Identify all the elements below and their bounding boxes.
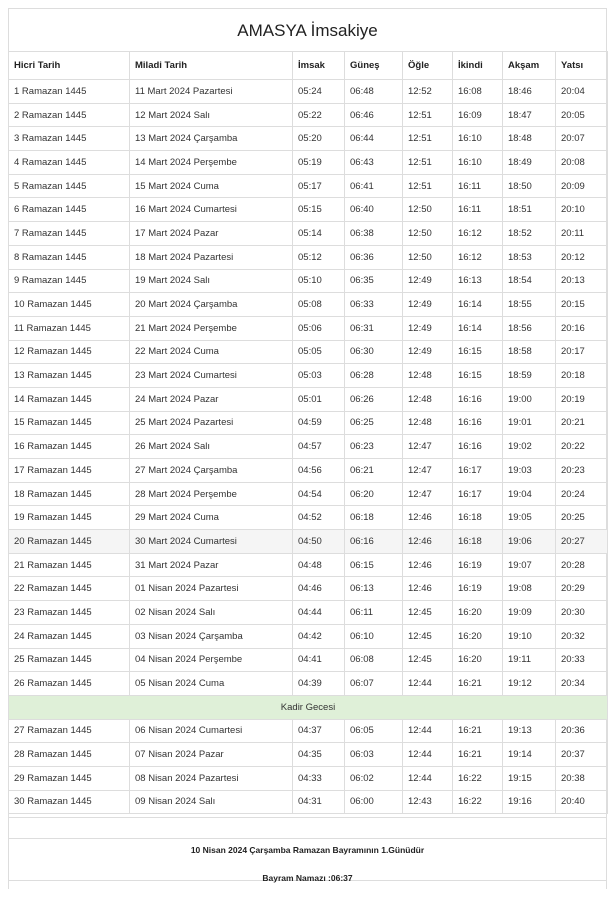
cell-miladi-tarih: 02 Nisan 2024 Salı [130,601,293,625]
cell-hicri-tarih: 10 Ramazan 1445 [9,293,130,317]
cell-ikindi: 16:21 [453,672,503,696]
cell-imsak: 04:52 [293,506,345,530]
cell-yatsi: 20:15 [556,293,608,317]
kadir-gecesi-row [9,695,608,719]
cell-imsak: 04:31 [293,790,345,814]
cell-ikindi: 16:15 [453,340,503,364]
cell-gunes: 06:40 [345,198,403,222]
imsakiye-table [8,51,608,814]
cell-ogle: 12:48 [403,364,453,388]
cell-hicri-tarih: 20 Ramazan 1445 [9,530,130,554]
cell-ogle: 12:46 [403,506,453,530]
cell-miladi-tarih: 27 Mart 2024 Çarşamba [130,459,293,483]
cell-ogle: 12:47 [403,435,453,459]
cell-aksam: 19:03 [503,459,556,483]
cell-aksam: 19:02 [503,435,556,459]
cell-hicri-tarih: 24 Ramazan 1445 [9,624,130,648]
col-ogle: Öğle [403,52,453,80]
cell-yatsi: 20:21 [556,411,608,435]
cell-ogle: 12:44 [403,743,453,767]
cell-miladi-tarih: 01 Nisan 2024 Pazartesi [130,577,293,601]
kadir-gecesi-label: Kadir Gecesi [9,695,608,719]
cell-yatsi: 20:08 [556,151,608,175]
cell-ikindi: 16:10 [453,127,503,151]
cell-yatsi: 20:13 [556,269,608,293]
page-title: AMASYA İmsakiye [237,21,378,40]
cell-imsak: 04:48 [293,553,345,577]
cell-ikindi: 16:16 [453,387,503,411]
cell-gunes: 06:26 [345,387,403,411]
cell-gunes: 06:25 [345,411,403,435]
cell-hicri-tarih: 30 Ramazan 1445 [9,790,130,814]
table-row [9,340,608,364]
cell-imsak: 05:17 [293,174,345,198]
cell-yatsi: 20:27 [556,530,608,554]
cell-imsak: 05:10 [293,269,345,293]
cell-gunes: 06:28 [345,364,403,388]
table-row [9,151,608,175]
cell-gunes: 06:21 [345,459,403,483]
table-row [9,245,608,269]
cell-ikindi: 16:12 [453,245,503,269]
kadir-section [9,695,608,719]
table-row [9,601,608,625]
cell-ogle: 12:45 [403,624,453,648]
cell-gunes: 06:03 [345,743,403,767]
cell-ogle: 12:44 [403,719,453,743]
cell-miladi-tarih: 30 Mart 2024 Cumartesi [130,530,293,554]
cell-hicri-tarih: 18 Ramazan 1445 [9,482,130,506]
cell-miladi-tarih: 22 Mart 2024 Cuma [130,340,293,364]
cell-hicri-tarih: 17 Ramazan 1445 [9,459,130,483]
cell-gunes: 06:10 [345,624,403,648]
cell-yatsi: 20:38 [556,766,608,790]
cell-hicri-tarih: 2 Ramazan 1445 [9,103,130,127]
cell-yatsi: 20:05 [556,103,608,127]
cell-ikindi: 16:21 [453,719,503,743]
cell-imsak: 04:44 [293,601,345,625]
footer [8,817,607,889]
cell-gunes: 06:08 [345,648,403,672]
cell-miladi-tarih: 06 Nisan 2024 Cumartesi [130,719,293,743]
imsakiye-panel [8,8,607,881]
cell-hicri-tarih: 5 Ramazan 1445 [9,174,130,198]
cell-yatsi: 20:17 [556,340,608,364]
cell-imsak: 05:06 [293,316,345,340]
table-body-ramazan-1-26 [9,80,608,696]
cell-gunes: 06:43 [345,151,403,175]
cell-ikindi: 16:14 [453,316,503,340]
cell-ikindi: 16:18 [453,530,503,554]
cell-hicri-tarih: 26 Ramazan 1445 [9,672,130,696]
table-row [9,222,608,246]
table-row [9,743,608,767]
cell-miladi-tarih: 11 Mart 2024 Pazartesi [130,80,293,104]
cell-miladi-tarih: 18 Mart 2024 Pazartesi [130,245,293,269]
cell-gunes: 06:44 [345,127,403,151]
cell-miladi-tarih: 09 Nisan 2024 Salı [130,790,293,814]
table-row [9,80,608,104]
cell-gunes: 06:33 [345,293,403,317]
cell-ikindi: 16:15 [453,364,503,388]
cell-imsak: 05:01 [293,387,345,411]
cell-gunes: 06:23 [345,435,403,459]
cell-imsak: 04:50 [293,530,345,554]
cell-yatsi: 20:30 [556,601,608,625]
cell-ikindi: 16:18 [453,506,503,530]
cell-aksam: 19:00 [503,387,556,411]
cell-miladi-tarih: 24 Mart 2024 Pazar [130,387,293,411]
cell-ikindi: 16:11 [453,174,503,198]
table-row [9,293,608,317]
col-imsak: İmsak [293,52,345,80]
table-row [9,174,608,198]
cell-hicri-tarih: 27 Ramazan 1445 [9,719,130,743]
cell-ikindi: 16:12 [453,222,503,246]
cell-ikindi: 16:21 [453,743,503,767]
table-row [9,316,608,340]
cell-yatsi: 20:09 [556,174,608,198]
cell-aksam: 18:48 [503,127,556,151]
table-row [9,103,608,127]
cell-ogle: 12:46 [403,553,453,577]
cell-miladi-tarih: 15 Mart 2024 Cuma [130,174,293,198]
cell-miladi-tarih: 12 Mart 2024 Salı [130,103,293,127]
cell-miladi-tarih: 07 Nisan 2024 Pazar [130,743,293,767]
cell-ogle: 12:49 [403,293,453,317]
cell-aksam: 19:08 [503,577,556,601]
cell-gunes: 06:05 [345,719,403,743]
col-hicri-tarih: Hicri Tarih [9,52,130,80]
cell-hicri-tarih: 29 Ramazan 1445 [9,766,130,790]
cell-ikindi: 16:19 [453,553,503,577]
table-row [9,719,608,743]
cell-ikindi: 16:08 [453,80,503,104]
cell-aksam: 19:09 [503,601,556,625]
cell-miladi-tarih: 05 Nisan 2024 Cuma [130,672,293,696]
cell-ikindi: 16:17 [453,459,503,483]
cell-aksam: 19:10 [503,624,556,648]
cell-yatsi: 20:36 [556,719,608,743]
cell-miladi-tarih: 16 Mart 2024 Cumartesi [130,198,293,222]
cell-ogle: 12:46 [403,577,453,601]
table-row [9,435,608,459]
cell-miladi-tarih: 20 Mart 2024 Çarşamba [130,293,293,317]
cell-hicri-tarih: 22 Ramazan 1445 [9,577,130,601]
cell-ogle: 12:50 [403,222,453,246]
cell-yatsi: 20:07 [556,127,608,151]
cell-ogle: 12:50 [403,198,453,222]
cell-hicri-tarih: 4 Ramazan 1445 [9,151,130,175]
cell-ikindi: 16:13 [453,269,503,293]
cell-aksam: 19:04 [503,482,556,506]
cell-ogle: 12:46 [403,530,453,554]
table-row [9,624,608,648]
cell-imsak: 05:08 [293,293,345,317]
cell-yatsi: 20:37 [556,743,608,767]
cell-aksam: 18:54 [503,269,556,293]
cell-hicri-tarih: 7 Ramazan 1445 [9,222,130,246]
cell-gunes: 06:20 [345,482,403,506]
cell-aksam: 19:01 [503,411,556,435]
cell-gunes: 06:00 [345,790,403,814]
cell-ogle: 12:45 [403,601,453,625]
cell-imsak: 05:22 [293,103,345,127]
cell-ikindi: 16:22 [453,766,503,790]
cell-ogle: 12:52 [403,80,453,104]
table-row [9,198,608,222]
cell-ogle: 12:51 [403,127,453,151]
cell-ikindi: 16:09 [453,103,503,127]
cell-imsak: 05:20 [293,127,345,151]
cell-aksam: 19:14 [503,743,556,767]
cell-gunes: 06:46 [345,103,403,127]
cell-aksam: 18:53 [503,245,556,269]
cell-ogle: 12:43 [403,790,453,814]
cell-ikindi: 16:10 [453,151,503,175]
cell-yatsi: 20:19 [556,387,608,411]
cell-yatsi: 20:22 [556,435,608,459]
cell-hicri-tarih: 8 Ramazan 1445 [9,245,130,269]
cell-gunes: 06:35 [345,269,403,293]
cell-hicri-tarih: 11 Ramazan 1445 [9,316,130,340]
cell-gunes: 06:07 [345,672,403,696]
cell-hicri-tarih: 25 Ramazan 1445 [9,648,130,672]
col-yatsi: Yatsı [556,52,608,80]
col-gunes: Güneş [345,52,403,80]
cell-ogle: 12:48 [403,387,453,411]
cell-hicri-tarih: 3 Ramazan 1445 [9,127,130,151]
table-row [9,672,608,696]
cell-hicri-tarih: 19 Ramazan 1445 [9,506,130,530]
table-header-row [9,52,608,80]
cell-aksam: 19:11 [503,648,556,672]
cell-imsak: 04:56 [293,459,345,483]
cell-gunes: 06:38 [345,222,403,246]
cell-aksam: 19:12 [503,672,556,696]
cell-ikindi: 16:16 [453,435,503,459]
cell-yatsi: 20:18 [556,364,608,388]
cell-aksam: 18:58 [503,340,556,364]
table-row [9,577,608,601]
cell-ikindi: 16:14 [453,293,503,317]
cell-yatsi: 20:34 [556,672,608,696]
table-row [9,506,608,530]
cell-yatsi: 20:24 [556,482,608,506]
footer-divider [9,818,606,839]
cell-aksam: 19:07 [503,553,556,577]
cell-imsak: 05:12 [293,245,345,269]
cell-miladi-tarih: 19 Mart 2024 Salı [130,269,293,293]
cell-aksam: 18:52 [503,222,556,246]
col-miladi-tarih: Miladi Tarih [130,52,293,80]
table-row [9,790,608,814]
cell-ikindi: 16:17 [453,482,503,506]
cell-miladi-tarih: 31 Mart 2024 Pazar [130,553,293,577]
cell-ogle: 12:49 [403,269,453,293]
cell-aksam: 19:13 [503,719,556,743]
cell-ikindi: 16:20 [453,648,503,672]
table-row [9,482,608,506]
cell-aksam: 18:55 [503,293,556,317]
cell-aksam: 18:49 [503,151,556,175]
cell-miladi-tarih: 17 Mart 2024 Pazar [130,222,293,246]
cell-ikindi: 16:19 [453,577,503,601]
cell-aksam: 18:56 [503,316,556,340]
cell-miladi-tarih: 25 Mart 2024 Pazartesi [130,411,293,435]
cell-aksam: 19:06 [503,530,556,554]
cell-hicri-tarih: 16 Ramazan 1445 [9,435,130,459]
cell-ogle: 12:47 [403,482,453,506]
cell-ikindi: 16:16 [453,411,503,435]
cell-imsak: 04:41 [293,648,345,672]
cell-ogle: 12:44 [403,766,453,790]
cell-hicri-tarih: 6 Ramazan 1445 [9,198,130,222]
cell-gunes: 06:18 [345,506,403,530]
cell-ikindi: 16:20 [453,601,503,625]
cell-ogle: 12:45 [403,648,453,672]
cell-ikindi: 16:11 [453,198,503,222]
cell-gunes: 06:31 [345,316,403,340]
cell-miladi-tarih: 23 Mart 2024 Cumartesi [130,364,293,388]
col-ikindi: İkindi [453,52,503,80]
cell-ogle: 12:47 [403,459,453,483]
table-row [9,411,608,435]
cell-gunes: 06:48 [345,80,403,104]
cell-yatsi: 20:25 [556,506,608,530]
cell-aksam: 19:15 [503,766,556,790]
cell-yatsi: 20:32 [556,624,608,648]
cell-hicri-tarih: 1 Ramazan 1445 [9,80,130,104]
cell-gunes: 06:13 [345,577,403,601]
cell-imsak: 05:14 [293,222,345,246]
cell-imsak: 05:15 [293,198,345,222]
cell-ogle: 12:51 [403,151,453,175]
cell-gunes: 06:15 [345,553,403,577]
table-row [9,766,608,790]
cell-gunes: 06:36 [345,245,403,269]
cell-imsak: 05:05 [293,340,345,364]
cell-hicri-tarih: 21 Ramazan 1445 [9,553,130,577]
cell-miladi-tarih: 21 Mart 2024 Perşembe [130,316,293,340]
cell-ogle: 12:49 [403,340,453,364]
cell-miladi-tarih: 26 Mart 2024 Salı [130,435,293,459]
cell-hicri-tarih: 14 Ramazan 1445 [9,387,130,411]
cell-gunes: 06:16 [345,530,403,554]
cell-gunes: 06:11 [345,601,403,625]
cell-hicri-tarih: 13 Ramazan 1445 [9,364,130,388]
cell-imsak: 05:24 [293,80,345,104]
bayram-info: 10 Nisan 2024 Çarşamba Ramazan Bayramının 1.Günüdür [190,845,425,855]
cell-aksam: 19:05 [503,506,556,530]
cell-miladi-tarih: 29 Mart 2024 Cuma [130,506,293,530]
cell-hicri-tarih: 9 Ramazan 1445 [9,269,130,293]
cell-yatsi: 20:04 [556,80,608,104]
cell-aksam: 19:16 [503,790,556,814]
cell-hicri-tarih: 12 Ramazan 1445 [9,340,130,364]
table-body-ramazan-27-30 [9,719,608,814]
cell-yatsi: 20:33 [556,648,608,672]
cell-ikindi: 16:20 [453,624,503,648]
cell-imsak: 04:46 [293,577,345,601]
cell-miladi-tarih: 28 Mart 2024 Perşembe [130,482,293,506]
cell-imsak: 04:59 [293,411,345,435]
cell-imsak: 04:57 [293,435,345,459]
cell-miladi-tarih: 03 Nisan 2024 Çarşamba [130,624,293,648]
table-row [9,387,608,411]
cell-ogle: 12:44 [403,672,453,696]
table-row [9,553,608,577]
table-row [9,530,608,554]
cell-miladi-tarih: 13 Mart 2024 Çarşamba [130,127,293,151]
cell-imsak: 04:42 [293,624,345,648]
cell-imsak: 04:37 [293,719,345,743]
bayram-namazi: Bayram Namazı :06:37 [262,873,353,883]
cell-imsak: 04:39 [293,672,345,696]
cell-imsak: 05:19 [293,151,345,175]
cell-yatsi: 20:28 [556,553,608,577]
cell-yatsi: 20:40 [556,790,608,814]
table-row [9,269,608,293]
cell-miladi-tarih: 04 Nisan 2024 Perşembe [130,648,293,672]
table-row [9,127,608,151]
cell-gunes: 06:30 [345,340,403,364]
cell-ogle: 12:51 [403,174,453,198]
cell-yatsi: 20:23 [556,459,608,483]
cell-imsak: 04:33 [293,766,345,790]
cell-aksam: 18:50 [503,174,556,198]
cell-imsak: 05:03 [293,364,345,388]
cell-imsak: 04:35 [293,743,345,767]
cell-aksam: 18:59 [503,364,556,388]
cell-yatsi: 20:10 [556,198,608,222]
cell-ogle: 12:49 [403,316,453,340]
table-row [9,459,608,483]
cell-hicri-tarih: 15 Ramazan 1445 [9,411,130,435]
cell-yatsi: 20:29 [556,577,608,601]
cell-hicri-tarih: 28 Ramazan 1445 [9,743,130,767]
cell-aksam: 18:51 [503,198,556,222]
table-row [9,648,608,672]
cell-aksam: 18:46 [503,80,556,104]
cell-hicri-tarih: 23 Ramazan 1445 [9,601,130,625]
cell-miladi-tarih: 14 Mart 2024 Perşembe [130,151,293,175]
cell-ogle: 12:48 [403,411,453,435]
table-row [9,364,608,388]
cell-gunes: 06:41 [345,174,403,198]
cell-yatsi: 20:11 [556,222,608,246]
cell-yatsi: 20:12 [556,245,608,269]
cell-ogle: 12:50 [403,245,453,269]
cell-aksam: 18:47 [503,103,556,127]
cell-ikindi: 16:22 [453,790,503,814]
cell-miladi-tarih: 08 Nisan 2024 Pazartesi [130,766,293,790]
cell-gunes: 06:02 [345,766,403,790]
cell-ogle: 12:51 [403,103,453,127]
cell-imsak: 04:54 [293,482,345,506]
cell-yatsi: 20:16 [556,316,608,340]
col-aksam: Akşam [503,52,556,80]
